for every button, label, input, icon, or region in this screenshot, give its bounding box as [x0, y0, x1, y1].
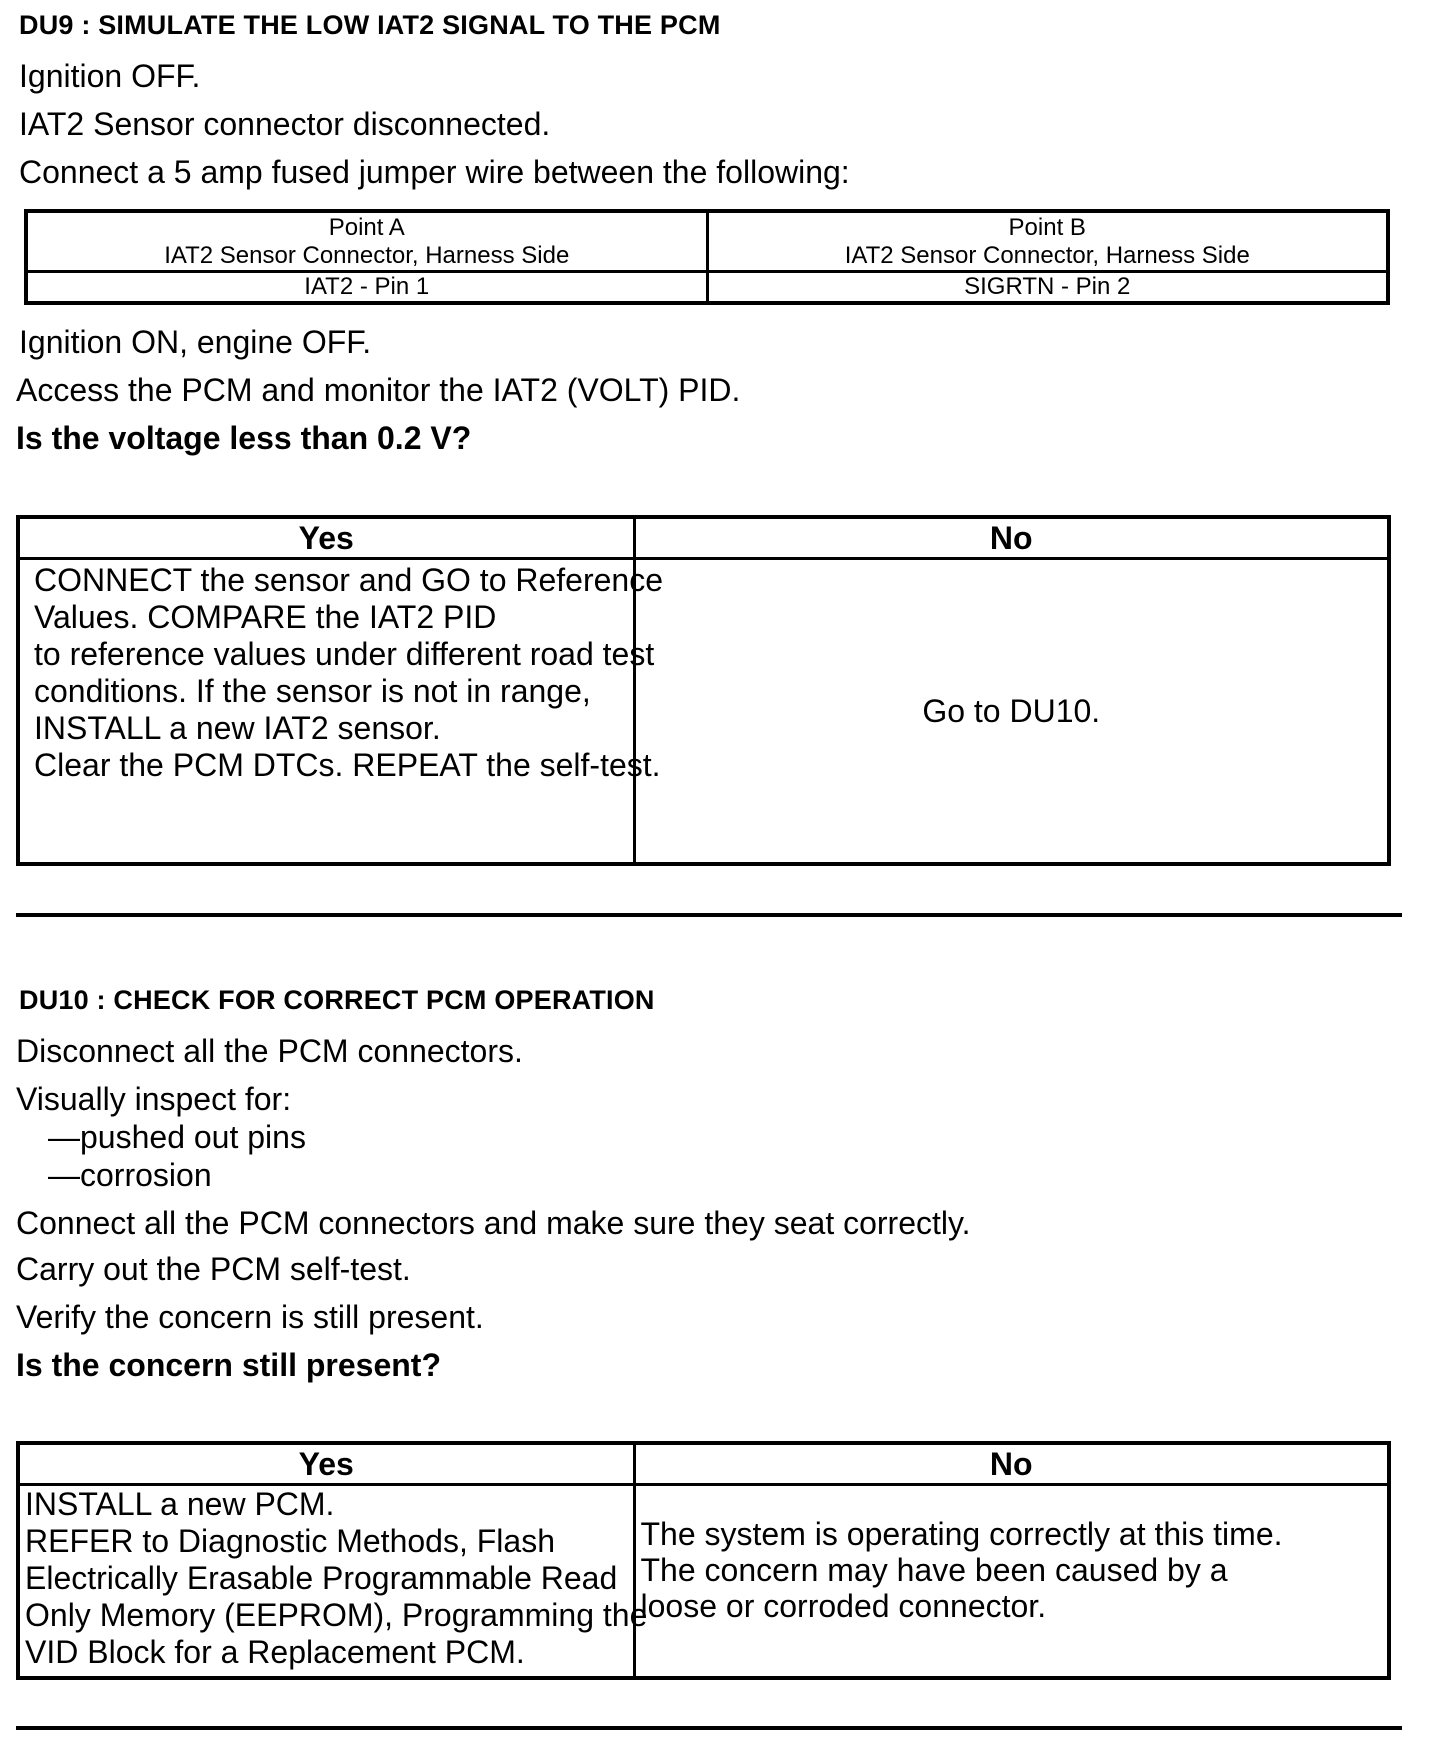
point-b-value: SIGRTN - Pin 2	[707, 272, 1388, 304]
du10-no-line: The concern may have been caused by a	[640, 1552, 1228, 1588]
du10-no-line: loose or corroded connector.	[640, 1588, 1047, 1624]
du9-step-connect-jumper: Connect a 5 amp fused jumper wire between the following:	[19, 154, 850, 190]
du9-yes-line: Values. COMPARE the IAT2 PID	[34, 599, 497, 635]
du9-no-header: No	[634, 517, 1389, 559]
jumper-wire-table	[24, 209, 1390, 305]
du9-step-ignition-off: Ignition OFF.	[19, 58, 201, 94]
du10-no-line: The system is operating correctly at this time.	[640, 1516, 1283, 1552]
du9-yes-line: conditions. If the sensor is not in range,	[34, 673, 591, 709]
du9-yes-line: Clear the PCM DTCs. REPEAT the self-test.	[34, 747, 661, 783]
point-a-value: IAT2 - Pin 1	[26, 272, 707, 304]
du10-step-self-test: Carry out the PCM self-test.	[16, 1251, 411, 1287]
du9-no-cell: Go to DU10.	[634, 559, 1389, 865]
point-a-header-cell	[26, 211, 707, 272]
bottom-divider	[16, 1726, 1402, 1730]
du9-yes-line: INSTALL a new IAT2 sensor.	[34, 710, 441, 746]
point-b-header: Point B	[1008, 213, 1086, 241]
du10-step-disconnect: Disconnect all the PCM connectors.	[16, 1033, 523, 1069]
du10-yes-line: REFER to Diagnostic Methods, Flash	[25, 1523, 555, 1559]
du9-yes-line: to reference values under different road test	[34, 636, 655, 672]
du9-yes-header: Yes	[18, 517, 634, 559]
du10-yes-cell	[18, 1485, 648, 1679]
du9-step-monitor-pid: Access the PCM and monitor the IAT2 (VOLT) PID.	[16, 372, 741, 408]
du9-heading: DU9 : SIMULATE THE LOW IAT2 SIGNAL TO THE PCM	[19, 10, 721, 40]
section-divider	[16, 913, 1402, 917]
du10-yes-header: Yes	[18, 1443, 634, 1485]
du10-yes-line: INSTALL a new PCM.	[25, 1486, 335, 1522]
du10-no-header: No	[634, 1443, 1389, 1485]
du10-inspect-item: —pushed out pins	[48, 1119, 306, 1155]
du9-yes-line: CONNECT the sensor and GO to Reference	[34, 562, 664, 598]
du9-result-table	[16, 515, 1391, 866]
du10-result-table	[16, 1441, 1391, 1680]
du10-yes-line: VID Block for a Replacement PCM.	[25, 1634, 525, 1670]
point-a-header: Point A	[328, 213, 405, 241]
du10-step-reconnect: Connect all the PCM connectors and make sure they seat correctly.	[16, 1205, 971, 1241]
du10-step-verify: Verify the concern is still present.	[16, 1299, 484, 1335]
point-a-subheader: IAT2 Sensor Connector, Harness Side	[164, 241, 570, 269]
du10-heading: DU10 : CHECK FOR CORRECT PCM OPERATION	[19, 985, 655, 1015]
point-b-subheader: IAT2 Sensor Connector, Harness Side	[844, 241, 1250, 269]
du10-yes-line: Only Memory (EEPROM), Programming the	[25, 1597, 648, 1633]
du9-step-connector-disconnected: IAT2 Sensor connector disconnected.	[19, 106, 551, 142]
du10-step-inspect: Visually inspect for:	[16, 1081, 292, 1117]
du10-question: Is the concern still present?	[16, 1347, 441, 1383]
du9-question: Is the voltage less than 0.2 V?	[16, 420, 472, 456]
du10-no-cell	[634, 1485, 1389, 1679]
du10-yes-line: Electrically Erasable Programmable Read	[25, 1560, 618, 1596]
point-b-header-cell	[707, 211, 1388, 272]
du9-step-ignition-on: Ignition ON, engine OFF.	[19, 324, 372, 360]
du9-yes-cell	[18, 559, 664, 865]
du10-inspect-item: —corrosion	[48, 1157, 212, 1193]
